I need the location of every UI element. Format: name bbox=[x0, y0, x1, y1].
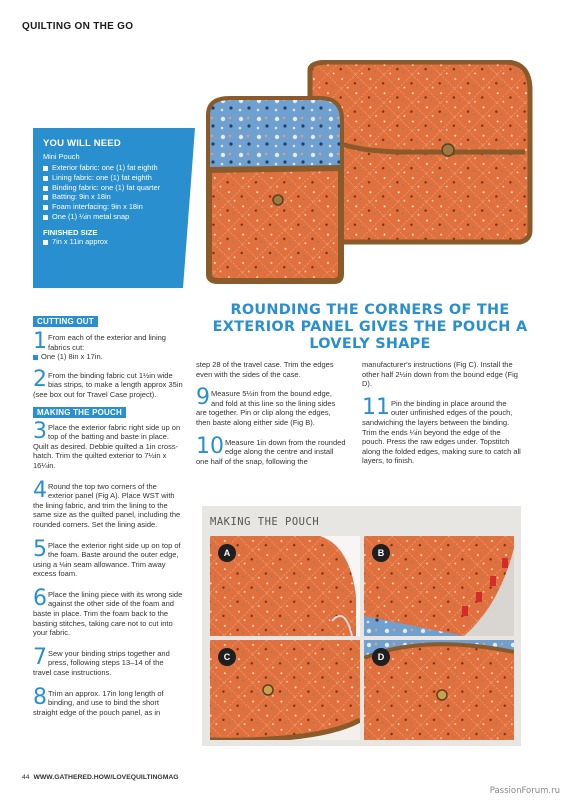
materials-item: Foam interfacing: 9in x 18in bbox=[43, 202, 173, 212]
materials-item: Batting: 9in x 18in bbox=[43, 192, 173, 202]
figure-c bbox=[210, 640, 360, 740]
step-text: From each of the exterior and lining fabrics cut: bbox=[48, 333, 166, 352]
footer bbox=[22, 774, 179, 781]
step-text: Pin the binding in place around the outer unfinished edges of the pouch, sandwiching the layers between the binding. Trim the ends ¼in beyond the edge of the pouch. Press the raw edges under. Topstitch along the folded edges, making sure to catch all layers, to finish. bbox=[362, 398, 521, 466]
step-number: 1 bbox=[33, 329, 47, 354]
cut-bullet: One (1) 8in x 17in. bbox=[33, 352, 183, 362]
step-3 bbox=[33, 418, 183, 471]
step-number: 8 bbox=[33, 684, 47, 710]
section-header: QUILTING ON THE GO bbox=[22, 21, 134, 32]
step-9 bbox=[196, 385, 346, 427]
panel-title: MAKING THE POUCH bbox=[210, 516, 320, 528]
step-text: Measure 5½in from the bound edge, and fold at this line so the lining sides are together. Pin or clip along the edges, then baste along either side (Fig B). bbox=[196, 389, 336, 427]
step-number: 3 bbox=[33, 418, 47, 444]
step-4 bbox=[33, 477, 183, 530]
step-number: 11 bbox=[362, 394, 390, 420]
step-text: Place the lining piece with its wrong side against the other side of the foam and baste in place. Trim the foam back to the basting stitches, taking care not to cut into your fabric. bbox=[33, 589, 183, 638]
step-number: 4 bbox=[33, 477, 47, 503]
step-number: 9 bbox=[196, 385, 210, 411]
step-8 bbox=[33, 684, 183, 718]
step-7 bbox=[33, 644, 183, 678]
step-10 bbox=[196, 433, 346, 467]
materials-item: Binding fabric: one (1) fat quarter bbox=[43, 183, 173, 193]
making-the-pouch-panel bbox=[202, 506, 521, 746]
figure-b-label: B bbox=[372, 544, 390, 562]
materials-item: Exterior fabric: one (1) fat eighth bbox=[43, 163, 173, 173]
figure-a bbox=[210, 536, 360, 636]
materials-list bbox=[43, 163, 173, 222]
step-number: 2 bbox=[33, 366, 47, 392]
materials-item: Lining fabric: one (1) fat eighth bbox=[43, 173, 173, 183]
page-number: 44 bbox=[22, 774, 30, 781]
watermark: PassionForum.ru bbox=[489, 786, 560, 796]
materials-item: One (1) ¼in metal snap bbox=[43, 212, 173, 222]
step-number: 6 bbox=[33, 585, 47, 611]
front-pouch bbox=[208, 98, 342, 282]
column-3-intro: manufacturer's instructions (Fig C). Install the other half 2½in down from the bound edge (Fig D). bbox=[362, 360, 518, 389]
step-text: Measure 1in down from the rounded edge along the centre and install one half of the snap, following the bbox=[196, 437, 346, 466]
pouch-hero-image bbox=[200, 60, 540, 295]
step-number: 5 bbox=[33, 536, 47, 562]
step-number: 10 bbox=[196, 433, 224, 459]
step-text: Round the top two corners of the exterior panel (Fig A). Place WST with the lining fabric, and trim the lining to the same size as the quilted panel, including the rounded corners. Set the lining aside. bbox=[33, 481, 181, 529]
step-2 bbox=[33, 366, 183, 400]
figure-d bbox=[364, 640, 514, 740]
step-5 bbox=[33, 536, 183, 579]
footer-url[interactable]: WWW.GATHERED.HOW/LOVEQUILTINGMAG bbox=[33, 774, 179, 781]
headline: ROUNDING THE CORNERS OF THE EXTERIOR PANEL GIVES THE POUCH A LOVELY SHAPE bbox=[212, 302, 528, 352]
column-3 bbox=[362, 360, 522, 466]
step-1 bbox=[33, 329, 183, 354]
finished-size-list bbox=[43, 237, 173, 247]
step-text: Trim an approx. 17in long length of binding, and use to bind the short straight edge of the pouch panel, as in bbox=[33, 688, 164, 717]
step-text: Sew your binding strips together and press, following steps 13–14 of the travel case instructions. bbox=[33, 648, 170, 678]
figure-a-label: A bbox=[218, 544, 236, 562]
column-1 bbox=[33, 311, 183, 717]
making-pouch-label: MAKING THE POUCH bbox=[33, 407, 126, 418]
you-will-need-box bbox=[33, 128, 183, 288]
column-2 bbox=[196, 360, 346, 466]
cutting-out-label: CUTTING OUT bbox=[33, 316, 98, 327]
finished-size-title: FINISHED SIZE bbox=[43, 227, 98, 237]
step-11 bbox=[362, 394, 522, 466]
step-text: Place the exterior right side up on top of the foam. Baste around the outer edge, using a ⅛in seam allowance. Trim away excess foam. bbox=[33, 540, 181, 579]
finished-size-item: 7in x 11in approx bbox=[43, 237, 173, 247]
you-will-need-title: YOU WILL NEED bbox=[43, 138, 121, 149]
figure-c-label: C bbox=[218, 648, 236, 666]
step-text: Place the exterior fabric right side up on top of the batting and baste in place. Quilt as desired. Debbie quilted a 1in cross-hatch. Trim the quilted exterior to 7½in x 16¼in. bbox=[33, 422, 181, 470]
column-2-intro: step 28 of the travel case. Trim the edges even with the sides of the case. bbox=[196, 360, 334, 379]
step-6 bbox=[33, 585, 183, 638]
step-number: 7 bbox=[33, 644, 47, 670]
figure-b bbox=[364, 536, 514, 636]
you-will-need-subtitle: Mini Pouch bbox=[43, 152, 80, 161]
step-text: From the binding fabric cut 1½in wide bias strips, to make a length approx 35in (see box out for Travel Case project). bbox=[33, 370, 183, 399]
figure-d-label: D bbox=[372, 648, 390, 666]
